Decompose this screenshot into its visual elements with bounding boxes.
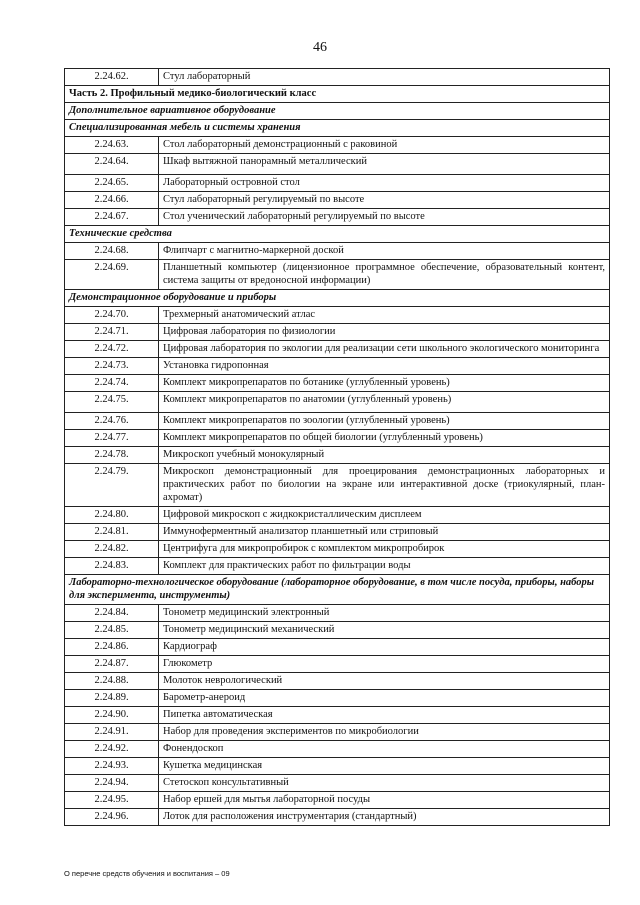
item-name: Лабораторный островной стол: [159, 175, 610, 192]
item-name: Кушетка медицинская: [159, 758, 610, 775]
item-code: 2.24.92.: [65, 741, 159, 758]
item-code: 2.24.95.: [65, 792, 159, 809]
item-code: 2.24.82.: [65, 541, 159, 558]
table-row: [65, 447, 610, 464]
item-code: 2.24.70.: [65, 307, 159, 324]
subsection-heading-row: [65, 120, 610, 137]
table-row: [65, 741, 610, 758]
table-row: [65, 605, 610, 622]
item-code: 2.24.67.: [65, 209, 159, 226]
table-row: [65, 656, 610, 673]
table-row: [65, 307, 610, 324]
item-code: 2.24.78.: [65, 447, 159, 464]
table-row: [65, 175, 610, 192]
item-code: 2.24.83.: [65, 558, 159, 575]
item-code: 2.24.66.: [65, 192, 159, 209]
item-name: Трехмерный анатомический атлас: [159, 307, 610, 324]
item-code: 2.24.81.: [65, 524, 159, 541]
table-row: [65, 392, 610, 413]
subsection-heading-row: [65, 103, 610, 120]
item-name: Цифровой микроскоп с жидкокристаллическим дисплеем: [159, 507, 610, 524]
subsection-heading: Демонстрационное оборудование и приборы: [65, 290, 610, 307]
table-row: [65, 324, 610, 341]
table-row: [65, 775, 610, 792]
table-row: [65, 413, 610, 430]
table-row: [65, 524, 610, 541]
item-code: 2.24.71.: [65, 324, 159, 341]
item-name: Комплект микропрепаратов по зоологии (углубленный уровень): [159, 413, 610, 430]
table-row: [65, 137, 610, 154]
item-name: Набор для проведения экспериментов по микробиологии: [159, 724, 610, 741]
item-name: Фонендоскоп: [159, 741, 610, 758]
table-row: [65, 639, 610, 656]
item-name: Лоток для расположения инструментария (стандартный): [159, 809, 610, 826]
equipment-table: [64, 68, 610, 826]
item-name: Пипетка автоматическая: [159, 707, 610, 724]
subsection-heading-row: [65, 575, 610, 605]
item-name: Цифровая лаборатория по физиологии: [159, 324, 610, 341]
table-row: [65, 690, 610, 707]
item-name: Планшетный компьютер (лицензионное программное обеспечение, образовательный контент, система защиты от вредоносной информации): [159, 260, 610, 290]
item-code: 2.24.63.: [65, 137, 159, 154]
subsection-heading: Специализированная мебель и системы хранения: [65, 120, 610, 137]
item-code: 2.24.69.: [65, 260, 159, 290]
table-row: [65, 341, 610, 358]
item-code: 2.24.74.: [65, 375, 159, 392]
item-name: Стол лабораторный демонстрационный с раковиной: [159, 137, 610, 154]
item-name: Микроскоп учебный монокулярный: [159, 447, 610, 464]
item-name: Тонометр медицинский электронный: [159, 605, 610, 622]
item-name: Стул лабораторный: [159, 69, 610, 86]
item-code: 2.24.90.: [65, 707, 159, 724]
table-row: [65, 464, 610, 507]
table-row: [65, 358, 610, 375]
item-name: Микроскоп демонстрационный для проецирования демонстрационных лабораторных и практических работ по биологии на экране или интерактивной доске (триокулярный, план-ахромат): [159, 464, 610, 507]
table-row: [65, 707, 610, 724]
item-name: Кардиограф: [159, 639, 610, 656]
table-row: [65, 507, 610, 524]
item-code: 2.24.68.: [65, 243, 159, 260]
item-code: 2.24.62.: [65, 69, 159, 86]
table-row: [65, 430, 610, 447]
subsection-heading: Технические средства: [65, 226, 610, 243]
table-row: [65, 243, 610, 260]
item-code: 2.24.75.: [65, 392, 159, 413]
item-name: Тонометр медицинский механический: [159, 622, 610, 639]
table-row: [65, 809, 610, 826]
item-code: 2.24.91.: [65, 724, 159, 741]
item-name: Шкаф вытяжной панорамный металлический: [159, 154, 610, 175]
table-row: [65, 792, 610, 809]
subsection-heading: Лабораторно-технологическое оборудование (лабораторное оборудование, в том числе посуда, приборы, наборы для эксперимента, инструменты): [65, 575, 610, 605]
item-name: Флипчарт с магнитно-маркерной доской: [159, 243, 610, 260]
item-code: 2.24.80.: [65, 507, 159, 524]
item-code: 2.24.89.: [65, 690, 159, 707]
item-code: 2.24.96.: [65, 809, 159, 826]
item-name: Установка гидропонная: [159, 358, 610, 375]
table-row: [65, 673, 610, 690]
item-name: Центрифуга для микропробирок с комплектом микропробирок: [159, 541, 610, 558]
table-row: [65, 724, 610, 741]
subsection-heading: Дополнительное вариативное оборудование: [65, 103, 610, 120]
page-footer: О перечне средств обучения и воспитания – 09: [64, 869, 230, 878]
item-code: 2.24.93.: [65, 758, 159, 775]
item-code: 2.24.85.: [65, 622, 159, 639]
table-row: [65, 375, 610, 392]
item-code: 2.24.86.: [65, 639, 159, 656]
table-row: [65, 154, 610, 175]
item-name: Комплект микропрепаратов по анатомии (углубленный уровень): [159, 392, 610, 413]
section-heading-row: [65, 86, 610, 103]
item-code: 2.24.73.: [65, 358, 159, 375]
item-name: Комплект микропрепаратов по ботанике (углубленный уровень): [159, 375, 610, 392]
item-name: Комплект для практических работ по фильтрации воды: [159, 558, 610, 575]
item-name: Молоток неврологический: [159, 673, 610, 690]
table-row: [65, 260, 610, 290]
table-row: [65, 541, 610, 558]
table-row: [65, 192, 610, 209]
table-row: [65, 69, 610, 86]
item-code: 2.24.84.: [65, 605, 159, 622]
item-code: 2.24.72.: [65, 341, 159, 358]
table-row: [65, 558, 610, 575]
item-code: 2.24.65.: [65, 175, 159, 192]
item-name: Стол ученический лабораторный регулируемый по высоте: [159, 209, 610, 226]
item-name: Стул лабораторный регулируемый по высоте: [159, 192, 610, 209]
item-code: 2.24.87.: [65, 656, 159, 673]
subsection-heading-row: [65, 226, 610, 243]
item-name: Цифровая лаборатория по экологии для реализации сети школьного экологического мониторинга: [159, 341, 610, 358]
equipment-table-body: [65, 69, 610, 826]
item-name: Иммуноферментный анализатор планшетный или стриповый: [159, 524, 610, 541]
item-code: 2.24.79.: [65, 464, 159, 507]
item-name: Комплект микропрепаратов по общей биологии (углубленный уровень): [159, 430, 610, 447]
item-code: 2.24.94.: [65, 775, 159, 792]
page-number: 46: [313, 40, 327, 55]
table-row: [65, 209, 610, 226]
item-code: 2.24.64.: [65, 154, 159, 175]
item-name: Глюкометр: [159, 656, 610, 673]
item-code: 2.24.76.: [65, 413, 159, 430]
item-name: Набор ершей для мытья лабораторной посуды: [159, 792, 610, 809]
subsection-heading-row: [65, 290, 610, 307]
item-name: Стетоскоп консультативный: [159, 775, 610, 792]
section-heading: Часть 2. Профильный медико-биологический класс: [65, 86, 610, 103]
table-row: [65, 758, 610, 775]
table-row: [65, 622, 610, 639]
item-code: 2.24.77.: [65, 430, 159, 447]
item-name: Барометр-анероид: [159, 690, 610, 707]
item-code: 2.24.88.: [65, 673, 159, 690]
